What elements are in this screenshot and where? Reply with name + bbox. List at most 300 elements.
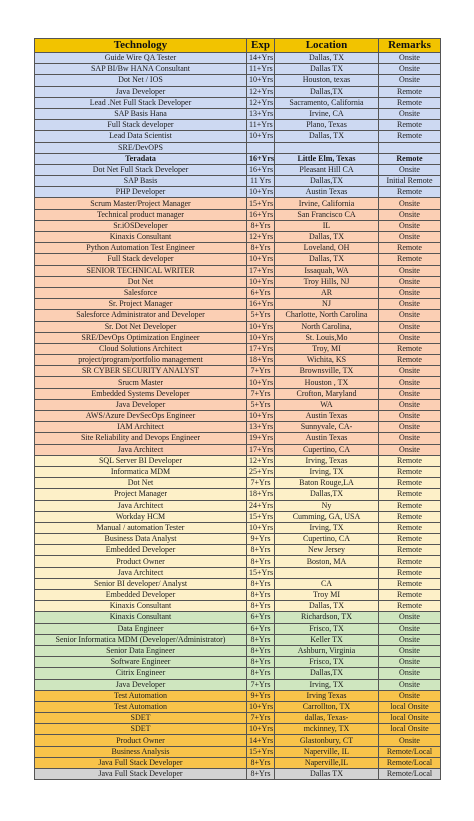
table-row	[35, 433, 441, 444]
table-row	[35, 53, 441, 64]
exp-cell: 12+Yrs	[247, 97, 275, 108]
table-row	[35, 466, 441, 477]
location-cell: Dallas TX	[275, 769, 379, 780]
location-cell: Richardson, TX	[275, 612, 379, 623]
location-cell: Irving, TX	[275, 466, 379, 477]
remarks-cell: Onsite	[379, 422, 441, 433]
job-openings-table	[34, 38, 441, 780]
location-cell: Troy, MI	[275, 343, 379, 354]
table-row	[35, 164, 441, 175]
remarks-cell: Onsite	[379, 668, 441, 679]
location-cell: Troy Hills, NJ	[275, 276, 379, 287]
location-cell	[275, 142, 379, 153]
location-cell: Irving, TX	[275, 679, 379, 690]
remarks-cell: Remote	[379, 254, 441, 265]
location-cell: Houston, texas	[275, 75, 379, 86]
table-row	[35, 735, 441, 746]
table-row	[35, 690, 441, 701]
technology-cell: SQL Server BI Developer	[35, 455, 247, 466]
location-cell: Ashburn, Virginia	[275, 645, 379, 656]
remarks-cell: local Onsite	[379, 724, 441, 735]
table-row	[35, 276, 441, 287]
table-row	[35, 232, 441, 243]
table-row	[35, 713, 441, 724]
location-cell: Crofton, Maryland	[275, 388, 379, 399]
exp-cell: 7+Yrs	[247, 388, 275, 399]
remarks-cell: Remote	[379, 511, 441, 522]
exp-cell: 10+Yrs	[247, 276, 275, 287]
technology-cell: Cloud Solutions Architect	[35, 343, 247, 354]
exp-cell: 7+Yrs	[247, 679, 275, 690]
technology-cell: Project Manager	[35, 489, 247, 500]
remarks-cell: Remote	[379, 534, 441, 545]
technology-cell: Embedded Systems Developer	[35, 388, 247, 399]
table-row	[35, 545, 441, 556]
remarks-cell: Remote	[379, 578, 441, 589]
technology-cell: SAP Basis	[35, 176, 247, 187]
header-row	[35, 39, 441, 53]
technology-cell: Product Owner	[35, 735, 247, 746]
technology-cell: Salesforce	[35, 287, 247, 298]
technology-cell: Salesforce Administrator and Developer	[35, 310, 247, 321]
technology-cell: Sr. Project Manager	[35, 299, 247, 310]
table-row	[35, 556, 441, 567]
remarks-cell: Remote	[379, 556, 441, 567]
table-row	[35, 668, 441, 679]
technology-cell: SDET	[35, 713, 247, 724]
remarks-cell: Onsite	[379, 411, 441, 422]
remarks-cell: Onsite	[379, 299, 441, 310]
exp-cell: 17+Yrs	[247, 444, 275, 455]
technology-cell: Teradata	[35, 153, 247, 164]
remarks-cell: Onsite	[379, 444, 441, 455]
location-cell: Boston, MA	[275, 556, 379, 567]
remarks-cell: Remote	[379, 131, 441, 142]
technology-cell: Site Reliability and Devops Engineer	[35, 433, 247, 444]
location-cell: Dallas, TX	[275, 601, 379, 612]
technology-cell: Citrix Engineer	[35, 668, 247, 679]
technology-cell: Test Automation	[35, 690, 247, 701]
technology-cell: Data Engineer	[35, 623, 247, 634]
remarks-cell: Remote	[379, 489, 441, 500]
remarks-cell: Onsite	[379, 377, 441, 388]
table-row	[35, 366, 441, 377]
technology-cell: Java Developer	[35, 399, 247, 410]
exp-cell: 14+Yrs	[247, 735, 275, 746]
header-remarks: Remarks	[379, 39, 441, 53]
technology-cell: Sr. Dot Net Developer	[35, 321, 247, 332]
exp-cell: 16+Yrs	[247, 209, 275, 220]
location-cell: Issaquah, WA	[275, 265, 379, 276]
table-row	[35, 645, 441, 656]
exp-cell: 8+Yrs	[247, 243, 275, 254]
remarks-cell: Onsite	[379, 209, 441, 220]
table-row	[35, 724, 441, 735]
table-row	[35, 679, 441, 690]
exp-cell: 12+Yrs	[247, 86, 275, 97]
table-row	[35, 399, 441, 410]
table-row	[35, 634, 441, 645]
technology-cell: Workday HCM	[35, 511, 247, 522]
remarks-cell: Initial Remote	[379, 176, 441, 187]
exp-cell: 8+Yrs	[247, 220, 275, 231]
location-cell: mckinney, TX	[275, 724, 379, 735]
table-row	[35, 108, 441, 119]
location-cell: Naperville, IL	[275, 746, 379, 757]
table-row	[35, 142, 441, 153]
location-cell: Dallas,TX	[275, 86, 379, 97]
remarks-cell: Onsite	[379, 220, 441, 231]
location-cell: Dallas, TX	[275, 232, 379, 243]
exp-cell: 8+Yrs	[247, 590, 275, 601]
technology-cell: AWS/Azure DevSecOps Engineer	[35, 411, 247, 422]
technology-cell: Python Automation Test Engineer	[35, 243, 247, 254]
location-cell: North Carolina,	[275, 321, 379, 332]
table-row	[35, 522, 441, 533]
technology-cell: SDET	[35, 724, 247, 735]
exp-cell: 10+Yrs	[247, 522, 275, 533]
table-row	[35, 623, 441, 634]
remarks-cell: Remote	[379, 478, 441, 489]
remarks-cell: Onsite	[379, 265, 441, 276]
remarks-cell: Onsite	[379, 388, 441, 399]
table-row	[35, 388, 441, 399]
table-row	[35, 478, 441, 489]
location-cell: Dallas, TX	[275, 53, 379, 64]
location-cell: Dallas, TX	[275, 254, 379, 265]
exp-cell: 8+Yrs	[247, 668, 275, 679]
remarks-cell: Onsite	[379, 623, 441, 634]
exp-cell: 8+Yrs	[247, 769, 275, 780]
exp-cell: 8+Yrs	[247, 578, 275, 589]
location-cell: Austin Texas	[275, 411, 379, 422]
location-cell: Carrollton, TX	[275, 701, 379, 712]
location-cell: Plano, Texas	[275, 120, 379, 131]
location-cell: CA	[275, 578, 379, 589]
location-cell: Houston , TX	[275, 377, 379, 388]
table-row	[35, 287, 441, 298]
technology-cell: SRE/DevOPS	[35, 142, 247, 153]
technology-cell: Software Engineer	[35, 657, 247, 668]
exp-cell: 15+Yrs	[247, 567, 275, 578]
technology-cell: Test Automation	[35, 701, 247, 712]
technology-cell: project/program/portfolio management	[35, 355, 247, 366]
location-cell: Irving, Texas	[275, 455, 379, 466]
technology-cell: Lead Data Scientist	[35, 131, 247, 142]
location-cell: Dallas TX	[275, 64, 379, 75]
exp-cell: 7+Yrs	[247, 713, 275, 724]
exp-cell: 6+Yrs	[247, 612, 275, 623]
table-row	[35, 657, 441, 668]
location-cell: Brownsville, TX	[275, 366, 379, 377]
technology-cell: Dot Net / IOS	[35, 75, 247, 86]
exp-cell: 18+Yrs	[247, 489, 275, 500]
table-row	[35, 86, 441, 97]
exp-cell: 25+Yrs	[247, 466, 275, 477]
header-technology: Technology	[35, 39, 247, 53]
remarks-cell: Onsite	[379, 232, 441, 243]
technology-cell: Guide Wire QA Tester	[35, 53, 247, 64]
remarks-cell: Onsite	[379, 276, 441, 287]
exp-cell: 9+Yrs	[247, 534, 275, 545]
remarks-cell: Onsite	[379, 198, 441, 209]
technology-cell: Kinaxis Consultant	[35, 232, 247, 243]
technology-cell: Scrum Master/Project Manager	[35, 198, 247, 209]
table-row	[35, 612, 441, 623]
technology-cell: SRE/DevOps Optimization Engineer	[35, 332, 247, 343]
table-row	[35, 578, 441, 589]
table-row	[35, 590, 441, 601]
technology-cell: Java Architect	[35, 567, 247, 578]
exp-cell: 13+Yrs	[247, 108, 275, 119]
technology-cell: Business Data Analyst	[35, 534, 247, 545]
table-row	[35, 254, 441, 265]
remarks-cell: Onsite	[379, 75, 441, 86]
technology-cell: Java Developer	[35, 86, 247, 97]
technology-cell: Product Owner	[35, 556, 247, 567]
remarks-cell: Remote	[379, 243, 441, 254]
technology-cell: Senior Data Engineer	[35, 645, 247, 656]
location-cell: dallas, Texas-	[275, 713, 379, 724]
exp-cell: 17+Yrs	[247, 343, 275, 354]
table-row	[35, 97, 441, 108]
remarks-cell: Onsite	[379, 690, 441, 701]
exp-cell: 10+Yrs	[247, 377, 275, 388]
location-cell: Dallas,TX	[275, 668, 379, 679]
table-row	[35, 534, 441, 545]
remarks-cell: Remote	[379, 500, 441, 511]
remarks-cell: Onsite	[379, 332, 441, 343]
exp-cell: 8+Yrs	[247, 601, 275, 612]
table-row	[35, 343, 441, 354]
technology-cell: Java Architect	[35, 444, 247, 455]
exp-cell: 10+Yrs	[247, 724, 275, 735]
location-cell: Dallas, TX	[275, 131, 379, 142]
exp-cell: 12+Yrs	[247, 232, 275, 243]
remarks-cell: Onsite	[379, 310, 441, 321]
technology-cell: Srucm Master	[35, 377, 247, 388]
technology-cell: SAP Basis Hana	[35, 108, 247, 119]
table-row	[35, 355, 441, 366]
technology-cell: SENIOR TECHNICAL WRITER	[35, 265, 247, 276]
technology-cell: IAM Architect	[35, 422, 247, 433]
exp-cell: 6+Yrs	[247, 623, 275, 634]
table-row	[35, 601, 441, 612]
remarks-cell: Onsite	[379, 645, 441, 656]
location-cell: Irving Texas	[275, 690, 379, 701]
remarks-cell: Remote	[379, 153, 441, 164]
location-cell: WA	[275, 399, 379, 410]
technology-cell: Manual / automation Tester	[35, 522, 247, 533]
exp-cell: 11 Yrs	[247, 176, 275, 187]
exp-cell: 5+Yrs	[247, 399, 275, 410]
location-cell: Sacramento, California	[275, 97, 379, 108]
location-cell: AR	[275, 287, 379, 298]
remarks-cell: Onsite	[379, 634, 441, 645]
location-cell: Pleasant Hill CA	[275, 164, 379, 175]
table-row	[35, 746, 441, 757]
table-row	[35, 377, 441, 388]
table-row	[35, 220, 441, 231]
technology-cell: Java Architect	[35, 500, 247, 511]
table-row	[35, 511, 441, 522]
exp-cell: 11+Yrs	[247, 64, 275, 75]
remarks-cell: Remote	[379, 567, 441, 578]
table-row	[35, 455, 441, 466]
exp-cell: 16+Yrs	[247, 153, 275, 164]
table-row	[35, 567, 441, 578]
location-cell: San Francisco CA	[275, 209, 379, 220]
exp-cell: 8+Yrs	[247, 634, 275, 645]
location-cell: Irving, TX	[275, 522, 379, 533]
technology-cell: Senior BI developer/ Analyst	[35, 578, 247, 589]
table-row	[35, 243, 441, 254]
remarks-cell: Onsite	[379, 399, 441, 410]
remarks-cell: Remote	[379, 187, 441, 198]
location-cell: Austin Texas	[275, 433, 379, 444]
remarks-cell: local Onsite	[379, 713, 441, 724]
table-row	[35, 153, 441, 164]
table-row	[35, 321, 441, 332]
location-cell: Cupertino, CA	[275, 444, 379, 455]
location-cell: Frisco, TX	[275, 657, 379, 668]
exp-cell: 14+Yrs	[247, 53, 275, 64]
remarks-cell: Onsite	[379, 108, 441, 119]
remarks-cell: Remote	[379, 601, 441, 612]
location-cell: NJ	[275, 299, 379, 310]
exp-cell: 8+Yrs	[247, 757, 275, 768]
remarks-cell: Remote	[379, 455, 441, 466]
location-cell: Loveland, OH	[275, 243, 379, 254]
table-row	[35, 500, 441, 511]
remarks-cell: Remote/Local	[379, 757, 441, 768]
technology-cell: Java Full Stack Developer	[35, 769, 247, 780]
exp-cell: 13+Yrs	[247, 422, 275, 433]
remarks-cell: Remote	[379, 545, 441, 556]
header-exp: Exp	[247, 39, 275, 53]
exp-cell: 5+Yrs	[247, 310, 275, 321]
remarks-cell: Onsite	[379, 657, 441, 668]
remarks-cell: Onsite	[379, 64, 441, 75]
exp-cell: 19+Yrs	[247, 433, 275, 444]
table-row	[35, 444, 441, 455]
table-row	[35, 310, 441, 321]
exp-cell: 8+Yrs	[247, 545, 275, 556]
location-cell: Charlotte, North Carolina	[275, 310, 379, 321]
table-row	[35, 131, 441, 142]
exp-cell: 18+Yrs	[247, 355, 275, 366]
remarks-cell: Onsite	[379, 612, 441, 623]
location-cell: Dallas,TX	[275, 176, 379, 187]
technology-cell: Senior Informatica MDM (Developer/Administrator)	[35, 634, 247, 645]
location-cell: Baton Rouge,LA	[275, 478, 379, 489]
exp-cell: 16+Yrs	[247, 164, 275, 175]
table-row	[35, 422, 441, 433]
technology-cell: Kinaxis Consultant	[35, 601, 247, 612]
technology-cell: Full Stack developer	[35, 120, 247, 131]
table-row	[35, 209, 441, 220]
location-cell: Little Elm, Texas	[275, 153, 379, 164]
technology-cell: Full Stack developer	[35, 254, 247, 265]
remarks-cell: Remote	[379, 343, 441, 354]
table-row	[35, 299, 441, 310]
exp-cell: 10+Yrs	[247, 75, 275, 86]
table-row	[35, 75, 441, 86]
exp-cell: 10+Yrs	[247, 321, 275, 332]
remarks-cell: Remote	[379, 355, 441, 366]
location-cell: Keller TX	[275, 634, 379, 645]
exp-cell: 10+Yrs	[247, 254, 275, 265]
location-cell: Dallas,TX	[275, 489, 379, 500]
exp-cell: 8+Yrs	[247, 657, 275, 668]
exp-cell: 11+Yrs	[247, 120, 275, 131]
exp-cell: 16+Yrs	[247, 299, 275, 310]
remarks-cell: Remote	[379, 522, 441, 533]
technology-cell: Embedded Developer	[35, 590, 247, 601]
remarks-cell: Onsite	[379, 366, 441, 377]
location-cell: St. Louis,Mo	[275, 332, 379, 343]
table-row	[35, 332, 441, 343]
table-row	[35, 757, 441, 768]
remarks-cell: Remote/Local	[379, 769, 441, 780]
location-cell: Austin Texas	[275, 187, 379, 198]
location-cell: Frisco, TX	[275, 623, 379, 634]
table-row	[35, 701, 441, 712]
technology-cell: Dot Net	[35, 478, 247, 489]
exp-cell: 8+Yrs	[247, 556, 275, 567]
table-row	[35, 198, 441, 209]
exp-cell: 7+Yrs	[247, 478, 275, 489]
table-row	[35, 120, 441, 131]
exp-cell: 10+Yrs	[247, 411, 275, 422]
remarks-cell: local Onsite	[379, 701, 441, 712]
remarks-cell: Remote/Local	[379, 746, 441, 757]
technology-cell: Embedded Developer	[35, 545, 247, 556]
location-cell: Irvine, California	[275, 198, 379, 209]
exp-cell: 9+Yrs	[247, 690, 275, 701]
remarks-cell: Onsite	[379, 433, 441, 444]
technology-cell: Sr.iOSDeveloper	[35, 220, 247, 231]
exp-cell: 10+Yrs	[247, 131, 275, 142]
exp-cell: 12+Yrs	[247, 455, 275, 466]
location-cell: Naperville,IL	[275, 757, 379, 768]
remarks-cell: Remote	[379, 466, 441, 477]
exp-cell: 15+Yrs	[247, 511, 275, 522]
remarks-cell: Remote	[379, 120, 441, 131]
table-row	[35, 176, 441, 187]
table-row	[35, 265, 441, 276]
exp-cell: 8+Yrs	[247, 645, 275, 656]
exp-cell: 6+Yrs	[247, 287, 275, 298]
exp-cell: 7+Yrs	[247, 366, 275, 377]
exp-cell: 24+Yrs	[247, 500, 275, 511]
remarks-cell: Onsite	[379, 735, 441, 746]
technology-cell: Java Developer	[35, 679, 247, 690]
technology-cell: SAP BI/Bw HANA Consultant	[35, 64, 247, 75]
technology-cell: Dot Net	[35, 276, 247, 287]
technology-cell: Technical product manager	[35, 209, 247, 220]
remarks-cell: Onsite	[379, 321, 441, 332]
technology-cell: PHP Developer	[35, 187, 247, 198]
location-cell: Glastonbury, CT	[275, 735, 379, 746]
technology-cell: Informatica MDM	[35, 466, 247, 477]
remarks-cell: Remote	[379, 86, 441, 97]
technology-cell: Lead .Net Full Stack Developer	[35, 97, 247, 108]
remarks-cell: Onsite	[379, 679, 441, 690]
table-row	[35, 411, 441, 422]
table-row	[35, 769, 441, 780]
exp-cell: 10+Yrs	[247, 187, 275, 198]
